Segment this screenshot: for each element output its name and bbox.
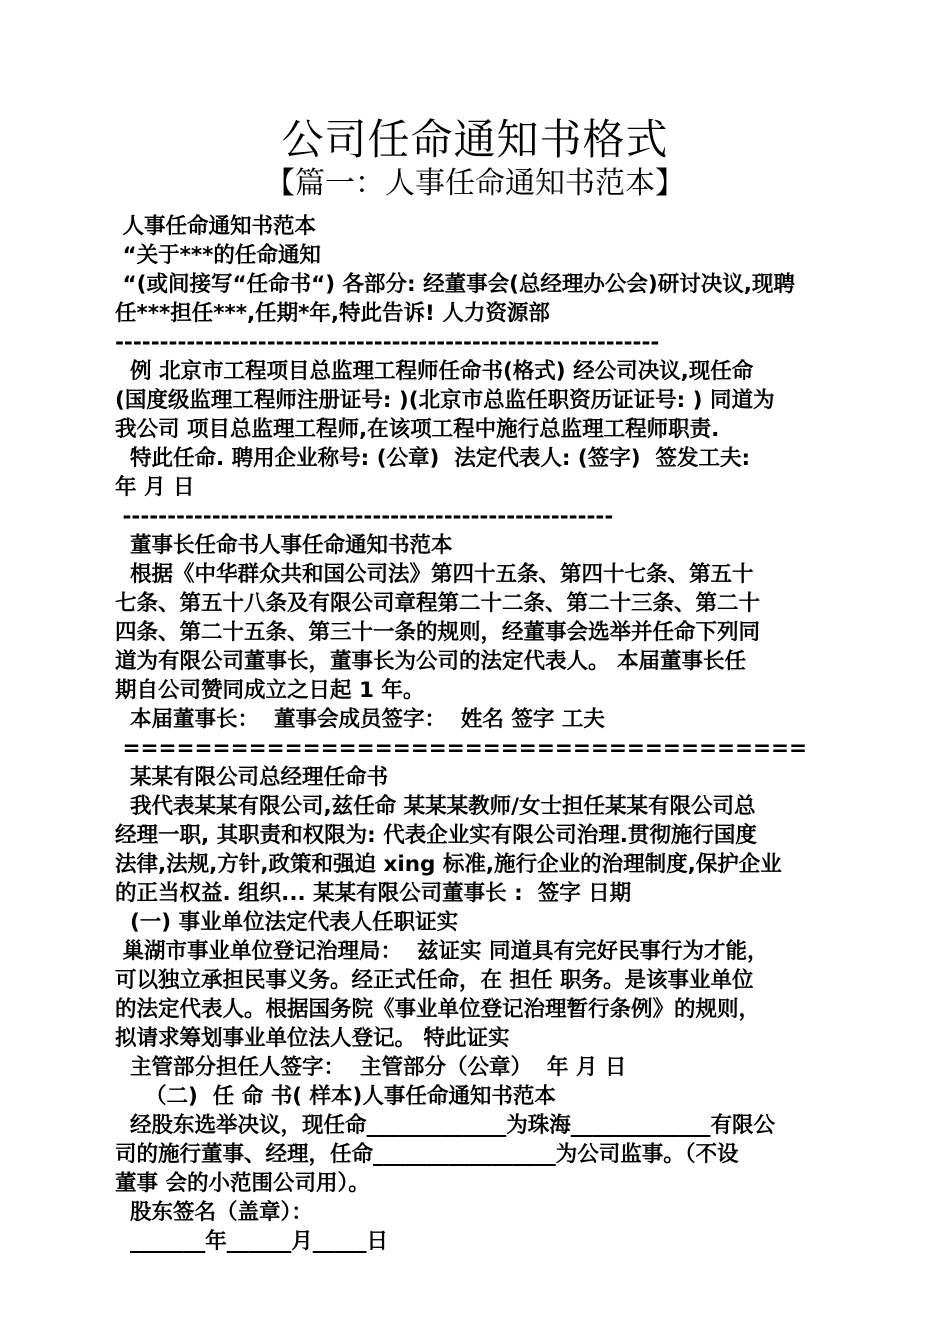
document-title: 公司任命通知书格式 bbox=[281, 115, 669, 164]
document-subtitle: 【篇一：人事任命通知书范本】 bbox=[265, 166, 685, 201]
body-line: ====================================== bbox=[115, 736, 808, 761]
body-line: 董事长任命书人事任命通知书范本 bbox=[115, 533, 453, 558]
body-line: 巢湖市事业单位登记治理局： 兹证实 同道具有完好民事行为才能， bbox=[115, 939, 769, 964]
body-line: (国度级监理工程师注册证号: )(北京市总监任职资历证证号: ) 同道为 bbox=[115, 388, 775, 413]
body-line: 四条、第二十五条、第三十一条的规则，经董事会选举并任命下列同 bbox=[115, 620, 761, 645]
body-line: 我代表某某有限公司,兹任命 某某某教师/女士担任某某有限公司总 bbox=[115, 794, 756, 819]
body-line: 特此任命. 聘用企业称号: (公章) 法定代表人: (签字) 签发工夫: bbox=[115, 446, 751, 471]
body-line: 的法定代表人。根据国务院《事业单位登记治理暂行条例》的规则， bbox=[115, 997, 761, 1022]
body-line: 司的施行董事、经理，任命_________________为公司监事。（不设 bbox=[115, 1142, 739, 1167]
body-line: 股东签名（盖章）： bbox=[115, 1200, 313, 1225]
body-line: 我公司 项目总监理工程师,在该项工程中施行总监理工程师职责. bbox=[115, 417, 720, 442]
body-line: ------------------------------------------------------------- bbox=[115, 330, 660, 355]
body-line: 例 北京市工程项目总监理工程师任命书(格式) 经公司决议,现任命 bbox=[115, 359, 754, 384]
body-line: 法律,法规,方针,政策和强迫 xing 标准,施行企业的治理制度,保护企业 bbox=[115, 852, 782, 877]
body-line: “关于***的任命通知 bbox=[115, 243, 321, 268]
body-line: 人事任命通知书范本 bbox=[115, 214, 316, 239]
document-body bbox=[115, 212, 835, 1256]
body-line: 主管部分担任人签字： 主管部分（公章） 年 月 日 bbox=[115, 1055, 627, 1080]
body-line: 某某有限公司总经理任命书 bbox=[115, 765, 388, 790]
body-line: 年 月 日 bbox=[115, 475, 195, 500]
body-line: (一) 事业单位法定代表人任职证实 bbox=[115, 910, 459, 935]
body-line: “(或间接写“任命书“) 各部分: 经董事会(总经理办公会)研讨决议,现聘 bbox=[115, 272, 795, 297]
body-line: ------------------------------------------------------- bbox=[115, 504, 614, 529]
body-line: （二) 任 命 书( 样本)人事任命通知书范本 bbox=[115, 1084, 556, 1109]
body-line: 董事 会的小范围公司用）。 bbox=[115, 1171, 370, 1196]
body-line: 本届董事长： 董事会成员签字： 姓名 签字 工夫 bbox=[115, 707, 605, 732]
body-line: 可以独立承担民事义务。经正式任命，在 担任 职务。是该事业单位 bbox=[115, 968, 754, 993]
body-line: 经理一职, 其职责和权限为: 代表企业实有限公司治理.贯彻施行国度 bbox=[115, 823, 757, 848]
body-line: 期自公司赞同成立之日起 1 年。 bbox=[115, 678, 425, 703]
body-line: 七条、第五十八条及有限公司章程第二十二条、第二十三条、第二十 bbox=[115, 591, 761, 616]
body-line: 的正当权益. 组织... 某某有限公司董事长 : 签字 日期 bbox=[115, 881, 632, 906]
body-line: _______年______月_____日 bbox=[115, 1229, 388, 1254]
body-line: 道为有限公司董事长，董事长为公司的法定代表人。 本届董事长任 bbox=[115, 649, 746, 674]
body-line: 经股东选举决议，现任命_____________为珠海_____________有限公 bbox=[115, 1113, 775, 1138]
body-line: 任***担任***,任期*年,特此告诉! 人力资源部 bbox=[115, 301, 550, 326]
body-line: 根据《中华群众共和国公司法》第四十五条、第四十七条、第五十 bbox=[115, 562, 754, 587]
body-line: 拟请求筹划事业单位法人登记。 特此证实 bbox=[115, 1026, 510, 1051]
